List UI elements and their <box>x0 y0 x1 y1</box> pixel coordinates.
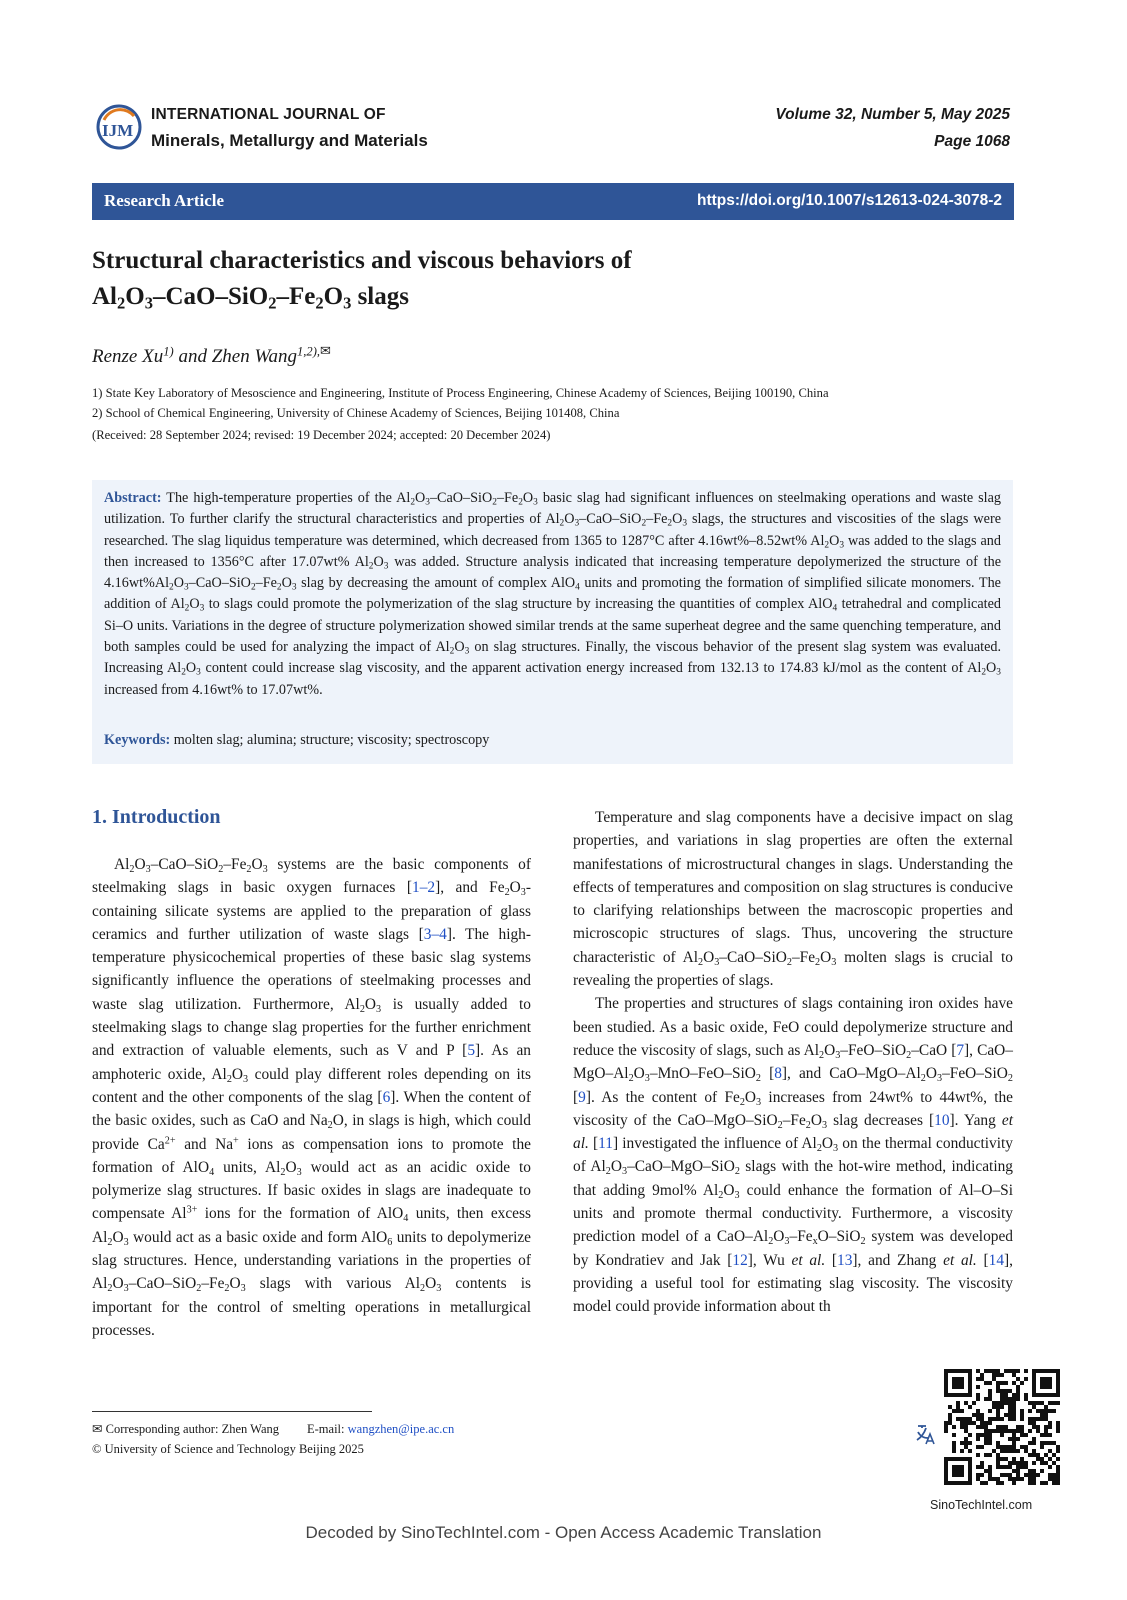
subscript: 2 <box>1007 1073 1013 1085</box>
section-heading: 1. Introduction <box>92 806 221 828</box>
subscript: 2 <box>107 1236 113 1248</box>
text-run: ]. Yang <box>949 1111 1002 1129</box>
journal-name-line1: INTERNATIONAL JOURNAL OF <box>151 106 386 123</box>
subscript: 3 <box>291 582 297 593</box>
subscript: 2 <box>184 604 190 615</box>
subscript: 2 <box>815 956 821 968</box>
citation-link[interactable]: 12 <box>732 1251 748 1269</box>
subscript: 2 <box>449 646 455 657</box>
subscript: 3 <box>144 293 153 313</box>
text-run: ]. As an amphoteric oxide, Al <box>92 1042 531 1083</box>
text-run: O <box>773 1228 785 1246</box>
author-affiliation-mark: 1,2), <box>297 344 321 359</box>
article-title <box>92 243 992 315</box>
received-dates: (Received: 28 September 2024; revised: 19 December 2024; accepted: 20 December 2024) <box>92 428 551 442</box>
text-run: [ <box>761 1065 775 1083</box>
abstract-box <box>92 480 1013 764</box>
subscript: 2 <box>129 863 135 875</box>
subscript: 2 <box>739 1096 745 1108</box>
subscript: 2 <box>107 1283 113 1295</box>
subscript: 3 <box>714 956 720 968</box>
text-run: O <box>821 1135 834 1153</box>
italic-text: et al. <box>791 1251 826 1269</box>
article-type: Research Article <box>104 191 225 210</box>
subscript: 2 <box>605 1166 611 1178</box>
text-run: –CaO [ <box>911 1041 957 1059</box>
text-run: O <box>703 948 715 966</box>
subscript: 2 <box>698 956 704 968</box>
subscript: 2 <box>246 863 252 875</box>
text-run: O <box>185 660 197 677</box>
text-run: to slags could promote the polymerization of the slag structure by increasing the quantities of complex AlO <box>204 596 833 613</box>
subscript: 2 <box>196 1283 202 1295</box>
citation-link[interactable]: 13 <box>837 1251 853 1269</box>
text-run: O <box>112 1275 124 1293</box>
text-run: O <box>564 511 575 528</box>
page-number: Page 1068 <box>934 133 1010 150</box>
abstract-label: Abstract: <box>104 490 162 506</box>
affiliation-1: 1) State Key Laboratory of Mesoscience and Engineering, Institute of Process Engineering, Chinese Academy of Sciences, Beijing 100190, China <box>92 386 829 400</box>
text-run: O <box>364 995 377 1013</box>
text-run: O <box>824 1041 836 1059</box>
envelope-icon: ✉ <box>92 1422 106 1436</box>
text-run: Al <box>114 856 130 873</box>
text-run: increases from 24wt% to 44wt%, the viscosity of the CaO–MgO–SiO <box>573 1088 1014 1129</box>
text-run: units, Al <box>214 1158 281 1176</box>
text-run: ], Wu <box>747 1251 792 1269</box>
corresponding-author-label: Corresponding author: Zhen Wang <box>105 1422 279 1436</box>
subscript: 2 <box>504 887 510 899</box>
text-run: O <box>610 1158 622 1176</box>
author-connector: and <box>173 346 212 368</box>
subscript: 3 <box>533 497 538 508</box>
text-run: O <box>829 532 840 549</box>
text-run: on slag structures. Finally, the viscous behavior of the present slag system was evaluated. Increasing Al <box>104 639 1002 677</box>
citation-link[interactable]: 3–4 <box>423 925 447 943</box>
text-run: slags, the structures and viscosities of the slags were researched. The slag liquidus temperature was determined, which decreased from 1365 to 1287°C after 4.16wt%–8.52wt% Al <box>104 511 1001 549</box>
text-run: O <box>820 948 832 966</box>
subscript: 3 <box>183 582 189 593</box>
text-run: ]. When the content of the basic oxides, such as CaO and Na <box>92 1088 531 1130</box>
paragraph <box>573 992 1013 1318</box>
text-run: molten slags is crucial to revealing the properties of slags. <box>573 948 1013 990</box>
subscript: 4 <box>209 1166 215 1178</box>
subscript: 3 <box>123 1283 129 1295</box>
text-run: O <box>285 1158 297 1176</box>
author-name: Zhen Wang <box>211 346 298 368</box>
subscript: 2 <box>492 497 497 508</box>
text-run: ]. As the content of Fe <box>585 1088 740 1106</box>
subscript: 2 <box>218 863 224 875</box>
italic-text: et al. <box>943 1251 977 1269</box>
text-run: The properties and structures of slags containing iron oxides have been studied. As a basic oxide, FeO could depolymerize structure and reduce the viscosity of slags, such as Al <box>573 995 1013 1059</box>
subscript: 2 <box>117 293 126 313</box>
corresponding-author <box>92 1421 454 1437</box>
text-run: –Fe <box>791 948 816 966</box>
article-banner <box>92 183 1014 220</box>
text-run: –CaO–SiO <box>188 575 251 592</box>
text-run: –FeO–SiO <box>942 1065 1008 1083</box>
subscript: 2 <box>819 1049 825 1061</box>
subscript: 3 <box>343 293 352 313</box>
subscript: 3 <box>464 646 470 657</box>
journal-name-line2: Minerals, Metallurgy and Materials <box>151 131 428 150</box>
text-run: [ <box>588 1135 599 1153</box>
subscript: 2 <box>981 667 987 678</box>
text-run: on the thermal conductivity of Al <box>573 1135 1013 1176</box>
text-run: O <box>134 856 146 873</box>
text-run: ], and CaO–MgO–Al <box>781 1065 921 1083</box>
watermark-site: SinoTechIntel.com <box>930 1498 1033 1512</box>
text-run: could enhance the formation of Al–O–Si units and promote thermal conductivity. Furthermore, a viscosity prediction model of a CaO–Al <box>573 1181 1013 1246</box>
author-name: Renze Xu <box>92 346 164 368</box>
text-run: tetrahedral and complicated Si–O units. Variations in the degree of structure polymerization showed similar trends at the same superheat degree and the same quenching temperature, and both samples could be used for analyzing the impact of Al <box>104 596 1001 656</box>
body-column-right <box>573 806 1013 1319</box>
subscript: 3 <box>734 1189 740 1201</box>
text-run: could play different roles depending on its content and the other components of the slag [ <box>92 1065 531 1106</box>
subscript: 2 <box>280 1166 286 1178</box>
text-run: units and promoting the formation of simplified silicate monomers. The addition of Al <box>104 575 1001 613</box>
subscript: 3 <box>682 518 688 529</box>
citation-link[interactable]: 10 <box>934 1111 950 1129</box>
text-run: –CaO–SiO <box>429 490 493 506</box>
subscript: 3 <box>145 863 151 875</box>
text-run: [ <box>976 1251 989 1269</box>
text-run: O <box>281 575 292 592</box>
subscript: 4 <box>832 604 838 615</box>
qr-code-icon[interactable] <box>944 1369 1060 1485</box>
text-run: ], CaO–MgO–Al <box>573 1041 1013 1083</box>
subscript: 2 <box>359 1003 365 1015</box>
paragraph <box>573 806 1013 992</box>
subscript: 3 <box>383 561 389 572</box>
text-run: –CaO–SiO <box>579 511 642 528</box>
title-line2 <box>92 279 992 315</box>
text-run: system was developed by Kondratiev and Jak [ <box>573 1228 1013 1269</box>
subscript: 3 <box>436 1283 442 1295</box>
text-run: –FeO–SiO <box>840 1041 907 1059</box>
subscript: 3 <box>644 1073 650 1085</box>
citation-link[interactable]: 1–2 <box>412 879 436 897</box>
subscript: 2 <box>327 1120 333 1132</box>
subscript: 3 <box>821 1119 828 1131</box>
text-run: is usually added to steelmaking slags to change slag properties for the further enrichment and extraction of valuable elements, such as V and P [ <box>92 995 531 1060</box>
subscript: 2 <box>755 1073 761 1085</box>
citation-link[interactable]: 14 <box>988 1251 1005 1269</box>
text-run: slags with the hot-wire method, indicating that adding 9mol% Al <box>573 1158 1013 1199</box>
text-run: The high-temperature properties of the Al <box>161 490 411 506</box>
journal-logo-icon <box>96 104 142 150</box>
subscript: 3 <box>833 1143 839 1154</box>
subscript: 3 <box>376 1003 382 1015</box>
subscript: 2 <box>420 1283 426 1295</box>
text-run: –Fe <box>789 1228 813 1246</box>
text-run: would act as a basic oxide and form AlO <box>128 1228 388 1246</box>
text-run: would act as an acidic oxide to polymerize slag structures. If basic oxides in slags are inadequate to compensate Al <box>92 1158 531 1223</box>
text-run: increased from 4.16wt% to 17.07wt%. <box>104 681 323 698</box>
subscript: 3 <box>262 863 268 875</box>
text-run: O <box>925 1065 937 1083</box>
svg-text:IJM: IJM <box>102 121 134 140</box>
citation-link[interactable]: 6 <box>382 1088 391 1106</box>
text-run: and Na <box>175 1135 234 1153</box>
subscript: 4 <box>575 582 580 593</box>
subscript: x <box>812 1236 818 1248</box>
subscript: 2 <box>920 1073 926 1085</box>
text-run: ions as compensation ions to promote the formation of AlO <box>92 1135 531 1176</box>
text-run: O <box>125 283 145 310</box>
translate-icon <box>912 1422 938 1448</box>
subscript: 2 <box>226 1073 232 1085</box>
affiliation-2: 2) School of Chemical Engineering, University of Chinese Academy of Sciences, Beijing 101408, China <box>92 406 620 420</box>
subscript: 2 <box>777 1119 783 1131</box>
text-run: O <box>231 1065 244 1083</box>
subscript: 2 <box>559 518 565 529</box>
text-run: units to depolymerize slag structures. Hence, understanding variations in the properties of Al <box>92 1228 532 1293</box>
text-run: –Fe <box>276 283 316 310</box>
text-run: O <box>509 879 521 897</box>
text-run: –Fe <box>201 1275 225 1293</box>
text-run: O <box>454 639 465 656</box>
subscript: 2 <box>734 1166 740 1178</box>
text-run: O <box>229 1275 241 1293</box>
author-affiliation-mark: 1) <box>163 344 174 359</box>
paragraph <box>92 853 531 1342</box>
text-run: O <box>323 283 344 310</box>
subscript: 3 <box>621 1166 628 1178</box>
italic-text: et al. <box>573 1111 1013 1153</box>
text-run: O <box>112 1228 124 1246</box>
subscript: 2 <box>667 518 673 529</box>
subscript: 2 <box>641 518 647 529</box>
subscript: 3 <box>784 1236 790 1248</box>
text-run: O <box>810 1111 822 1129</box>
text-run: units, then excess Al <box>92 1205 531 1246</box>
watermark-banner: Decoded by SinoTechIntel.com - Open Access Academic Translation <box>305 1523 822 1542</box>
keywords-list: molten slag; alumina; structure; viscosity; spectroscopy <box>170 732 490 748</box>
author-list <box>92 343 331 368</box>
text-run: –CaO–SiO <box>152 283 269 310</box>
citation-link[interactable]: 11 <box>598 1135 613 1153</box>
text-run: ions for the formation of AlO <box>197 1205 404 1223</box>
text-run: O–SiO <box>817 1228 861 1246</box>
text-run: O <box>633 1065 645 1083</box>
subscript: 3 <box>123 1236 129 1248</box>
text-run: –CaO–MgO–SiO <box>627 1158 735 1176</box>
text-run: O <box>723 1181 735 1199</box>
text-run: was added. Structure analysis indicated that increasing temperature depolymerized the structure of the 4.16wt%Al <box>104 553 1002 592</box>
volume-info: Volume 32, Number 5, May 2025 <box>775 106 1010 123</box>
text-run: O <box>173 575 184 592</box>
subscript: 2 <box>368 561 374 572</box>
text-run: ], and Zhang <box>852 1251 944 1269</box>
subscript: 3 <box>243 1073 249 1085</box>
text-run: systems are the basic components of steelmaking slags in basic oxygen furnaces [ <box>92 856 531 897</box>
text-run: –CaO–SiO <box>128 1275 197 1293</box>
subscript: 3 <box>196 667 201 678</box>
subscript: 3 <box>296 1166 302 1178</box>
text-run: O <box>189 596 200 613</box>
keywords <box>104 732 489 749</box>
text-run: O, in slags is high, which could provide Ca <box>92 1112 531 1153</box>
subscript: 2 <box>805 1119 811 1131</box>
text-run: O <box>986 660 997 677</box>
email-label: E-mail: <box>307 1422 348 1436</box>
subscript: 2 <box>410 497 416 508</box>
subscript: 3 <box>936 1073 943 1085</box>
text-run: –CaO–SiO <box>719 948 787 966</box>
text-run: O <box>415 490 426 506</box>
subscript: 2 <box>315 293 324 313</box>
text-run: [ <box>573 1088 579 1106</box>
text-run: O <box>425 1275 437 1293</box>
subscript: 3 <box>199 604 205 615</box>
subscript: 4 <box>403 1213 409 1225</box>
subscript: 3 <box>574 518 580 529</box>
subscript: 3 <box>240 1283 246 1295</box>
text-run: –Fe <box>646 511 668 528</box>
doi-link[interactable]: https://doi.org/10.1007/s12613-024-3078-2 <box>697 192 1002 209</box>
text-run: [ <box>825 1251 838 1269</box>
subscript: 3 <box>831 956 837 968</box>
subscript: 2 <box>860 1236 866 1248</box>
subscript: 2 <box>628 1073 634 1085</box>
keywords-label: Keywords: <box>104 732 171 748</box>
text-run: basic slag had significant influences on steelmaking operations and waste slag utilization. To further clarify the structural characteristics and properties of Al <box>104 490 1001 528</box>
subscript: 2 <box>276 582 282 593</box>
title-line1: Structural characteristics and viscous behaviors of <box>92 247 632 274</box>
citation-link[interactable]: 9 <box>578 1088 586 1106</box>
copyright: © University of Science and Technology Beijing 2025 <box>92 1442 364 1456</box>
subscript: 2 <box>518 497 523 508</box>
text-run: O <box>251 856 263 873</box>
text-run: ]. The high-temperature physicochemical properties of these basic slag systems significantly influence the operations of steelmaking processes and waste slag utilization. Furthermore, Al <box>92 925 531 1013</box>
subscript: 2 <box>824 540 830 551</box>
subscript: 2 <box>224 1283 230 1295</box>
text-run: O <box>373 553 384 570</box>
envelope-icon: ✉ <box>320 343 331 358</box>
text-run: content could increase slag viscosity, and the apparent activation energy increased from 132.13 to 174.83 kJ/mol as the content of Al <box>200 660 982 677</box>
subscript: 2 <box>169 582 174 593</box>
text-run: Al <box>92 283 117 310</box>
text-run: ], providing a useful tool for estimating slag viscosity. The viscosity model could provide information about th <box>573 1251 1013 1316</box>
body-column-left <box>92 853 531 1342</box>
subscript: 3 <box>996 667 1001 678</box>
superscript: 3+ <box>186 1204 198 1216</box>
text-run: O <box>672 511 683 528</box>
subscript: 6 <box>387 1236 393 1248</box>
superscript: + <box>233 1134 239 1146</box>
subscript: 3 <box>839 540 845 551</box>
text-run: ], and Fe <box>435 879 505 897</box>
text-run: slags with various Al <box>245 1275 420 1293</box>
text-run: slag by decreasing the amount of complex AlO <box>296 575 576 592</box>
text-run: –Fe <box>255 575 277 592</box>
text-run: O <box>522 490 534 506</box>
subscript: 2 <box>250 582 256 593</box>
text-run: ] investigated the influence of Al <box>612 1135 817 1153</box>
text-run: –Fe <box>496 490 519 506</box>
superscript: 2+ <box>164 1134 176 1146</box>
abstract-body <box>104 490 1001 698</box>
subscript: 3 <box>520 887 526 899</box>
text-run: -containing silicate systems are applied to the preparation of glass ceramics and further utilization of waste slags [ <box>92 879 531 943</box>
subscript: 2 <box>906 1049 912 1061</box>
subscript: 3 <box>425 497 430 508</box>
text-run: O <box>744 1088 757 1106</box>
text-run: –Fe <box>223 856 247 873</box>
subscript: 2 <box>816 1143 822 1154</box>
text-run: slag decreases [ <box>827 1111 935 1129</box>
text-run: –MnO–FeO–SiO <box>649 1065 756 1083</box>
text-run: –CaO–SiO <box>150 856 219 873</box>
footnote-rule <box>92 1411 372 1412</box>
subscript: 3 <box>835 1049 841 1061</box>
subscript: 2 <box>268 293 277 313</box>
text-run: –Fe <box>782 1111 806 1129</box>
subscript: 2 <box>718 1189 724 1201</box>
text-run: was added to the slags and then increased to 1356°C after 17.07wt% Al <box>104 532 1001 570</box>
citation-link[interactable]: 5 <box>467 1042 476 1060</box>
abstract-text <box>104 488 1001 701</box>
subscript: 2 <box>786 956 792 968</box>
subscript: 2 <box>181 667 186 678</box>
text-run: contents is important for the control of smelting operations in metallurgical processes. <box>92 1275 531 1339</box>
text-run: slags <box>351 283 409 310</box>
citation-link[interactable]: 8 <box>774 1065 782 1083</box>
subscript: 2 <box>768 1236 774 1248</box>
text-run: Temperature and slag components have a decisive impact on slag properties, and variations in slag properties are often the external manifestations of microstructural changes in slags. Understanding the effects of temperatures and composition on slag structures is conducive to clarifying relationships between the macroscopic properties and microscopic structures of slags. Thus, uncovering the structure characteristic of Al <box>573 809 1013 966</box>
subscript: 3 <box>756 1096 762 1108</box>
citation-link[interactable]: 7 <box>956 1041 965 1059</box>
email-link[interactable]: wangzhen@ipe.ac.cn <box>347 1422 455 1436</box>
